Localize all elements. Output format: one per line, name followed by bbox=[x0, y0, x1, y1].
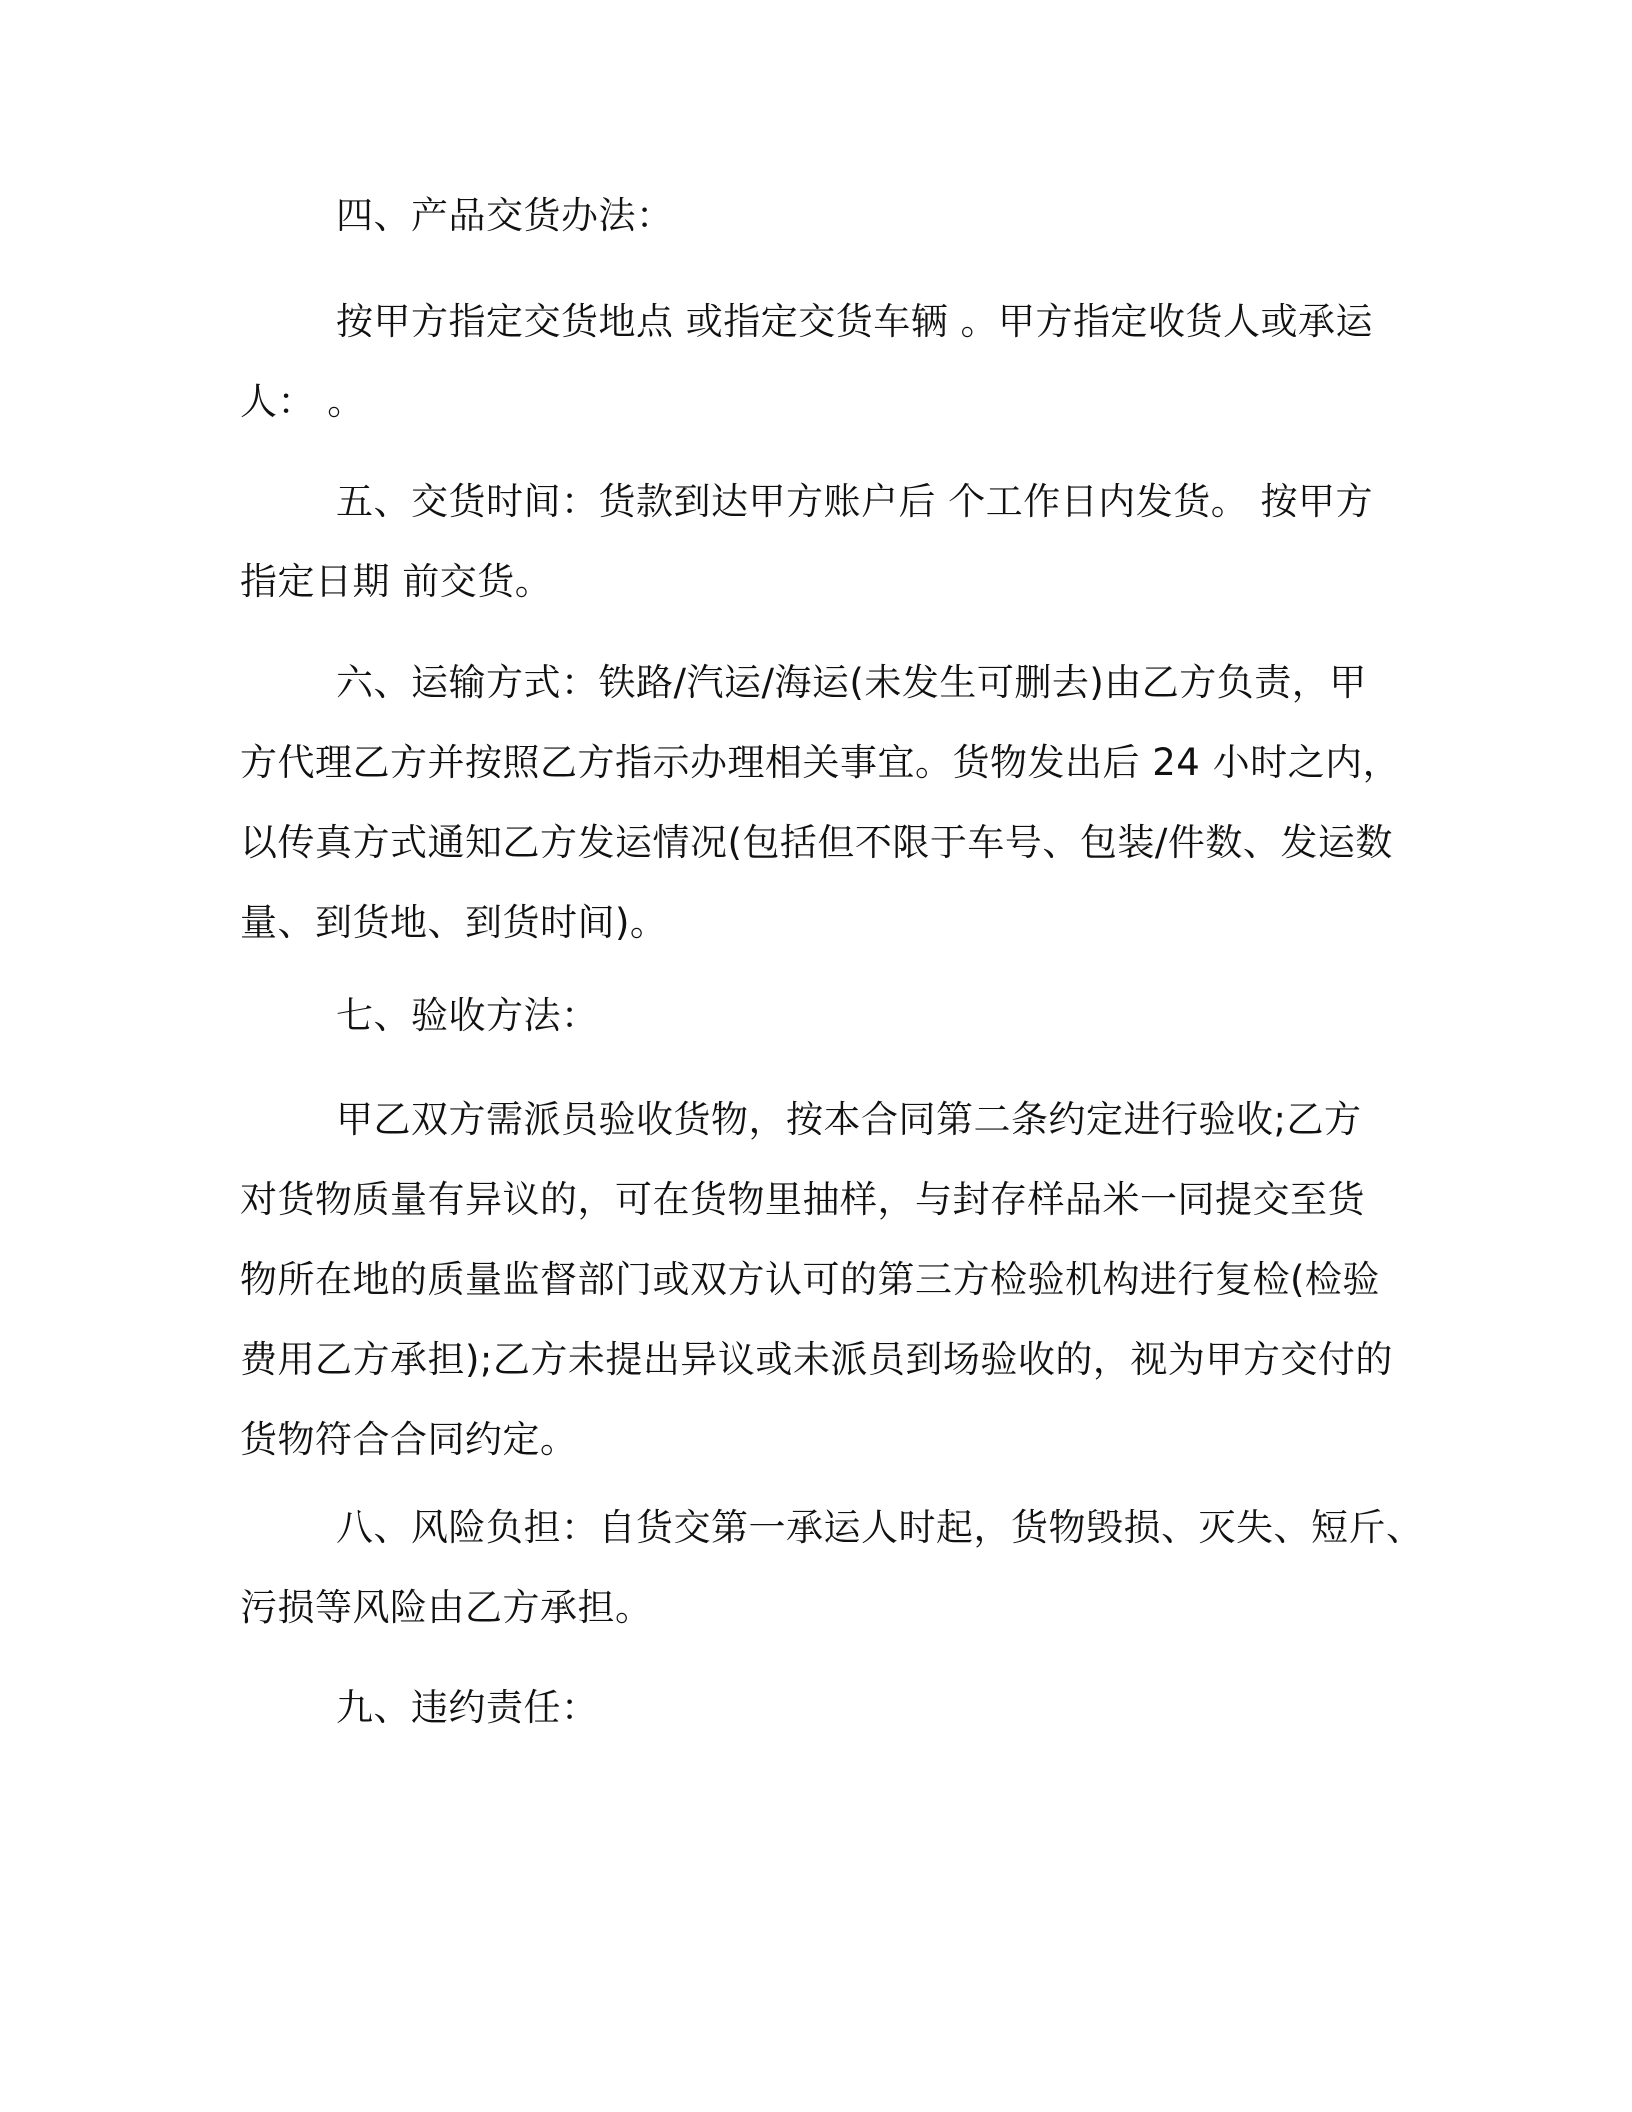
text-line: 对货物质量有异议的，可在货物里抽样，与封存样品米一同提交至货 bbox=[240, 1178, 1365, 1221]
text-line: 九、违约责任： bbox=[336, 1686, 599, 1729]
text-line: 物所在地的质量监督部门或双方认可的第三方检验机构进行复检(检验 bbox=[240, 1258, 1380, 1301]
section-7-body bbox=[240, 1080, 1393, 1480]
text-line: 五、交货时间：货款到达甲方账户后 个工作日内发货。 按甲方 bbox=[336, 480, 1374, 523]
section-4-heading bbox=[240, 176, 1390, 256]
section-4-body bbox=[240, 282, 1390, 442]
text-line: 指定日期 前交货。 bbox=[240, 560, 553, 603]
text-line: 四、产品交货办法： bbox=[336, 194, 674, 237]
text-line: 量、到货地、到货时间)。 bbox=[240, 901, 668, 944]
text-line: 费用乙方承担);乙方未提出异议或未派员到场验收的，视为甲方交付的 bbox=[240, 1338, 1393, 1381]
section-7-heading bbox=[240, 976, 1390, 1056]
text-line: 甲乙双方需派员验收货物，按本合同第二条约定进行验收;乙方 bbox=[336, 1098, 1362, 1141]
text-line: 方代理乙方并按照乙方指示办理相关事宜。货物发出后 24 小时之内， bbox=[240, 741, 1401, 784]
text-line: 人： 。 bbox=[240, 380, 365, 423]
text-line: 七、验收方法： bbox=[336, 994, 599, 1037]
section-5-delivery-time bbox=[240, 462, 1390, 622]
text-line: 六、运输方式：铁路/汽运/海运(未发生可删去)由乙方负责，甲 bbox=[336, 661, 1367, 704]
section-6-transport bbox=[240, 643, 1401, 963]
text-line: 污损等风险由乙方承担。 bbox=[240, 1586, 653, 1629]
text-line: 八、风险负担：自货交第一承运人时起，货物毁损、灭失、短斤、 bbox=[336, 1506, 1424, 1549]
text-line: 以传真方式通知乙方发运情况(包括但不限于车号、包装/件数、发运数 bbox=[240, 821, 1393, 864]
section-9-heading bbox=[240, 1668, 1390, 1748]
text-line: 货物符合合同约定。 bbox=[240, 1418, 578, 1461]
text-line: 按甲方指定交货地点 或指定交货车辆 。甲方指定收货人或承运 bbox=[336, 300, 1374, 343]
section-8-risk bbox=[240, 1488, 1424, 1648]
